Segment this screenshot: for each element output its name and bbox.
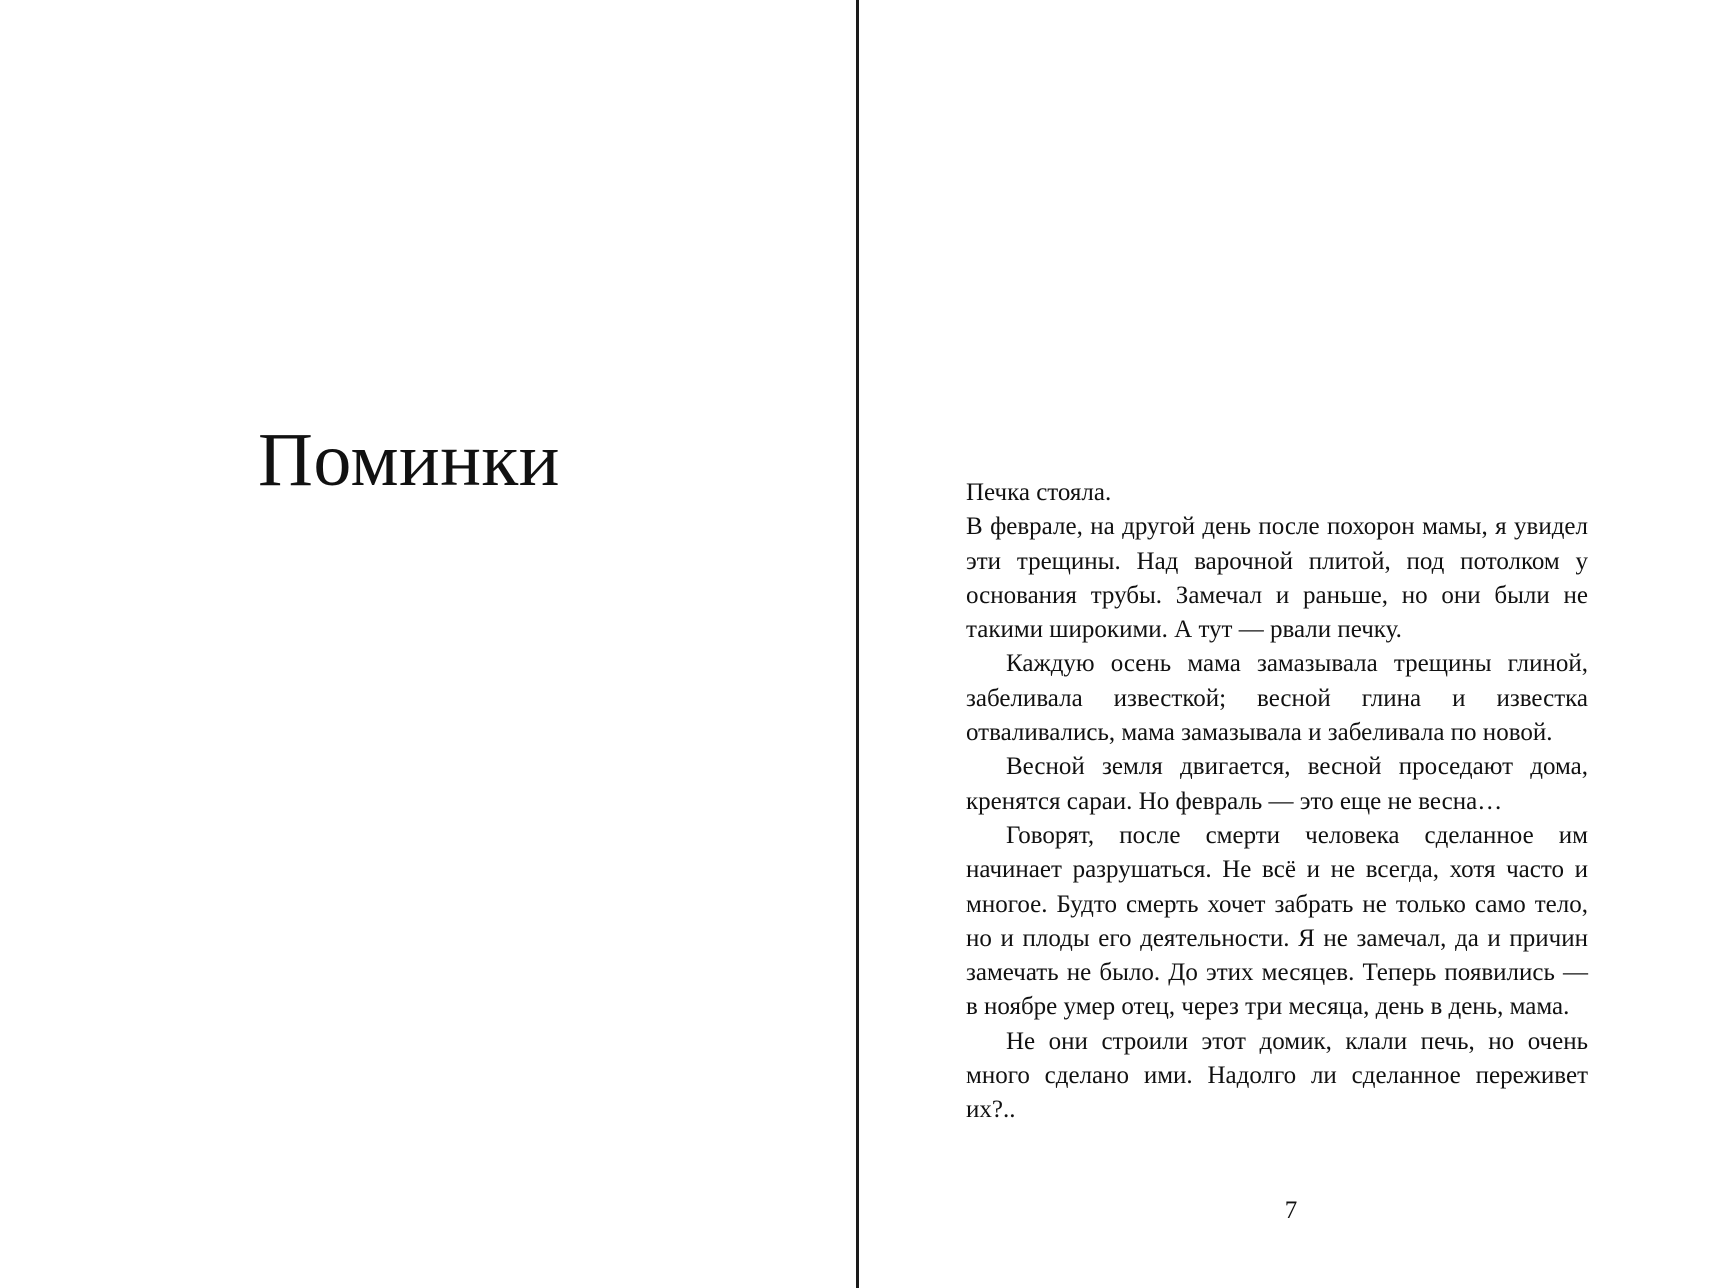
chapter-title: Поминки xyxy=(258,418,560,502)
page-gutter-divider xyxy=(856,0,859,1288)
paragraph: Не они строили этот домик, клали печь, но очень много сделано ими. Надолго ли сделанное переживет их?.. xyxy=(966,1027,1588,1124)
paragraph: Говорят, после смерти человека сделанное им начинает разрушаться. Не всё и не всегда, хотя часто и многое. Будто смерть хочет забрать не только само тело, но и плоды его деятельности. Я не замечал, да и причин замечать не было. До этих месяцев. Теперь появились — в ноябре умер отец, через три месяца, день в день, мама. xyxy=(966,821,1588,1021)
paragraph: Печка стояла. xyxy=(966,479,1112,506)
right-page xyxy=(862,0,1710,1288)
page-number-text: 7 xyxy=(1284,1197,1298,1224)
paragraph: Каждую осень мама замазывала трещины глиной, забеливала известкой; весной глина и известка отваливались, мама замазывала и забеливала по новой. xyxy=(966,650,1588,747)
page-number xyxy=(862,1196,1710,1226)
paragraph: Весной земля двигается, весной проседают дома, кренятся сараи. Но февраль — это еще не весна… xyxy=(966,753,1588,815)
body-text xyxy=(966,476,1588,1128)
paragraph: В феврале, на другой день после похорон мамы, я увидел эти трещины. Над варочной плитой, под потолком у основания трубы. Замечал и раньше, но они были не такими широкими. А тут — рвали печку. xyxy=(966,513,1588,644)
